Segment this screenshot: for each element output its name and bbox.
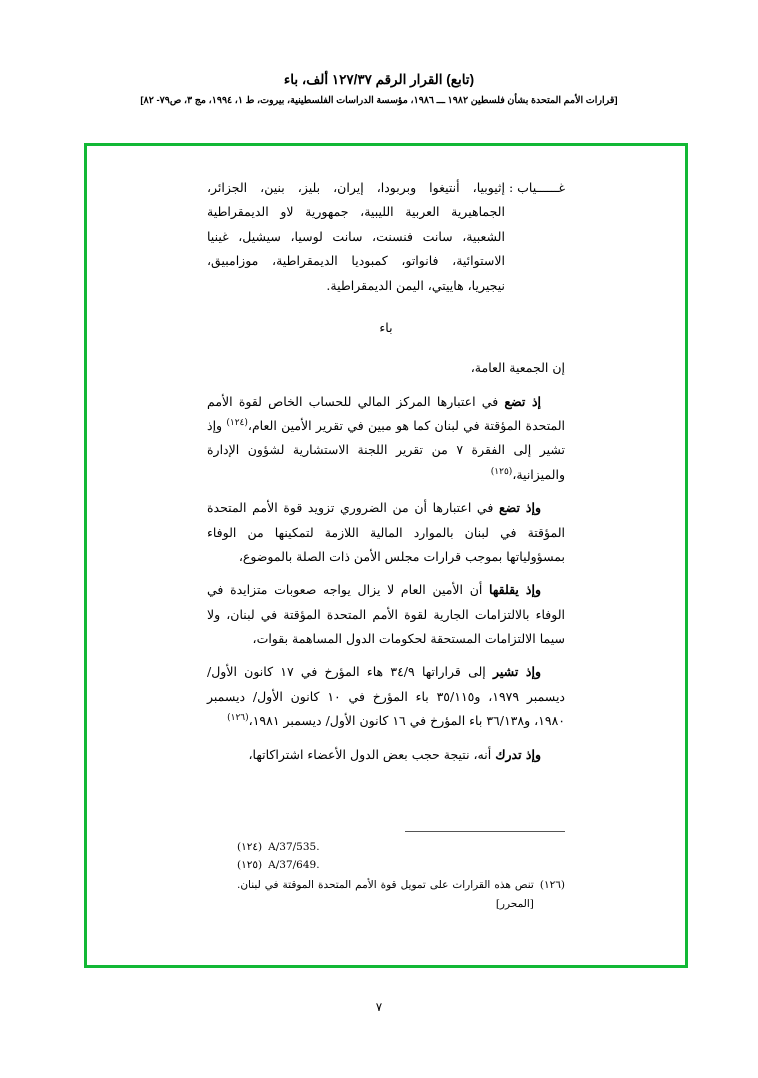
- footnote-item: [237, 856, 565, 874]
- paragraph-5: [207, 743, 565, 767]
- footnote-text: A/37/649.: [268, 858, 320, 871]
- footnote-ref-124: (١٢٤): [226, 417, 248, 428]
- footnote-text: A/37/535.: [268, 840, 320, 853]
- paragraph-text-1: في اعتبارها المركز المالي للحساب الخاص لقوة الأمم المتحدة المؤقتة في لبنان كما هو مبين في تقرير الأمين العام،: [207, 393, 565, 433]
- source-citation: [قرارات الأمم المتحدة بشأن فلسطين ١٩٨٢ ـــ ١٩٨٦، مؤسسة الدراسات الفلسطينية، بيروت، ط ١، ١٩٩٤، مج ٣، ص٧٩- ٨٢]: [140, 95, 618, 106]
- footnote-ref-125: (١٢٥): [490, 466, 513, 477]
- paragraph-text-5: أنه، نتيجة حجب بعض الدول الأعضاء اشتراكاتها،: [248, 746, 496, 762]
- document-body: [207, 176, 565, 776]
- absent-label: غــــــياب :: [508, 180, 565, 195]
- paragraph-text-2: في اعتبارها أن من الضروري تزويد قوة الأمم المتحدة المؤقتة في لبنان بالموارد المالية اللازمة لتمكينها من الوفاء بمسؤولياتها بموجب قرارات مجلس الأمن ذات الصلة بالموضوع،: [207, 500, 565, 564]
- absent-states-block: [207, 176, 565, 298]
- paragraph-3: [207, 578, 565, 651]
- paragraph-text-1b: وإذ تشير إلى الفقرة ٧ من تقرير اللجنة الاستشارية لشؤون الإدارة والميزانية،: [207, 418, 565, 482]
- page-number: ٧: [375, 1000, 383, 1014]
- paragraph-2: [207, 496, 565, 569]
- paragraph-lead-4: وإذ تشير: [493, 664, 541, 680]
- footnote-ref-126: (١٢٦): [227, 712, 249, 723]
- document-header: [0, 72, 758, 106]
- footnote-number: (١٢٥): [237, 858, 263, 871]
- green-border-frame: [84, 143, 688, 968]
- paragraph-lead-5: وإذ تدرك: [495, 746, 541, 762]
- paragraph-preamble-opening: [207, 356, 565, 380]
- paragraph-4: [207, 660, 565, 733]
- paragraph-text-3: أن الأمين العام لا يزال يواجه صعوبات متزايدة في الوفاء بالالتزامات الجارية لقوة الأمم المتحدة المؤقتة في لبنان، ولا سيما الالتزامات المستحقة لحكومات الدول المساهمة بقوات،: [207, 582, 565, 646]
- absent-states-list: إثيوبيا، أنتيغوا وبربودا، إيران، بليز، بنين، الجزائر، الجماهيرية العربية الليبية، جمهورية لاو الديمقراطية الشعبية، سانت فنسنت، سانت لوسيا، سيشيل، غينيا الاستوائية، فانواتو، كمبوديا الديمقراطية، موزامبيق، نيجيريا، هاييتي، اليمن الديمقراطية.: [207, 180, 505, 293]
- paragraph-text-4: إلى قراراتها ٣٤/٩ هاء المؤرخ في ١٧ كانون الأول/ ديسمبر ١٩٧٩، و٣٥/١١٥ باء المؤرخ في ١٠ كانون الأول/ ديسمبر ١٩٨٠، و٣٦/١٣٨ باء المؤرخ في ١٦ كانون الأول/ ديسمبر ١٩٨١،: [207, 664, 566, 729]
- section-letter-heading: باء: [379, 319, 393, 335]
- footnote-number: (١٢٤): [237, 840, 263, 853]
- paragraph-text: إن الجمعية العامة،: [470, 360, 565, 376]
- footnote-item: [237, 838, 565, 856]
- paragraph-lead-2: وإذ تضع: [498, 500, 541, 516]
- page-title: (تابع) القرار الرقم ١٢٧/٣٧ ألف، باء: [283, 72, 475, 87]
- paragraph-lead-3: وإذ يقلقها: [489, 582, 542, 598]
- footnote-separator: [405, 831, 565, 832]
- footnotes-section: [237, 831, 565, 914]
- footnote-number: (١٢٦): [539, 879, 565, 892]
- footnote-text: تنص هذه القرارات على تمويل قوة الأمم المتحدة الموقتة في لبنان.[المحرر]: [237, 879, 534, 910]
- paragraph-1: [207, 390, 565, 488]
- paragraph-lead-1: إذ تضع: [504, 393, 541, 409]
- footnote-item: [237, 876, 565, 913]
